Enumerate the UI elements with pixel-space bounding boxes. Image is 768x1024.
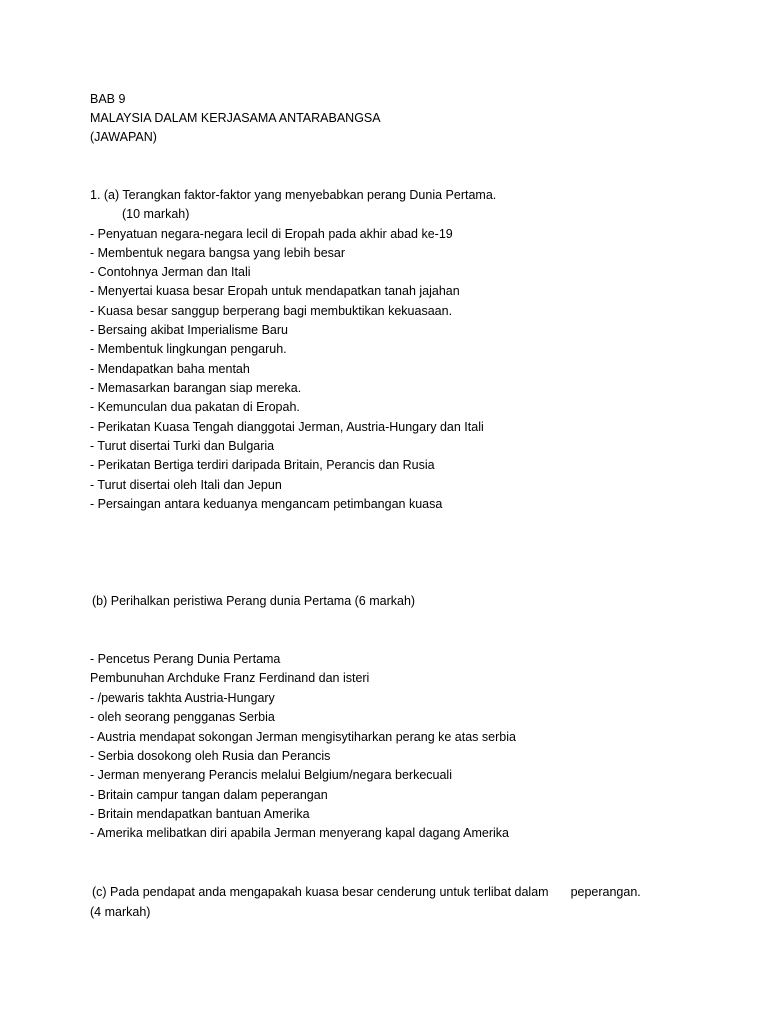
answer-item: - Jerman menyerang Perancis melalui Belgium/negara berkecuali — [90, 768, 452, 782]
answer-item: - Membentuk negara bangsa yang lebih besar — [90, 246, 346, 260]
answer-item: - Membentuk lingkungan pengaruh. — [90, 342, 287, 356]
question-1c — [92, 883, 641, 902]
answer-item: - Mendapatkan baha mentah — [90, 362, 250, 376]
answer-item: - Kuasa besar sanggup berperang bagi membuktikan kekuasaan. — [90, 304, 453, 318]
answer-item: - Penyatuan negara-negara lecil di Eropah pada akhir abad ke-19 — [90, 227, 453, 241]
answer-item: - Austria mendapat sokongan Jerman mengisytiharkan perang ke atas serbia — [90, 730, 516, 744]
chapter-subtitle: (JAWAPAN) — [90, 130, 157, 144]
question-1a: 1. (a) Terangkan faktor-faktor yang menyebabkan perang Dunia Pertama. — [90, 188, 497, 202]
answer-item: - Memasarkan barangan siap mereka. — [90, 381, 302, 395]
chapter-title: MALAYSIA DALAM KERJASAMA ANTARABANGSA — [90, 111, 381, 125]
answer-item: - Amerika melibatkan diri apabila Jerman menyerang kapal dagang Amerika — [90, 826, 509, 840]
answer-item: - Serbia dosokong oleh Rusia dan Perancis — [90, 749, 331, 763]
answer-item: Pembunuhan Archduke Franz Ferdinand dan isteri — [90, 671, 370, 685]
answer-item: - Britain mendapatkan bantuan Amerika — [90, 807, 310, 821]
answer-item: - Perikatan Bertiga terdiri daripada Britain, Perancis dan Rusia — [90, 458, 435, 472]
question-1a-marks: (10 markah) — [122, 207, 190, 221]
answer-item: - Contohnya Jerman dan Itali — [90, 265, 251, 279]
answer-item: - Turut disertai Turki dan Bulgaria — [90, 439, 275, 453]
question-1b: (b) Perihalkan peristiwa Perang dunia Pertama (6 markah) — [92, 594, 416, 608]
answer-item: - Pencetus Perang Dunia Pertama — [90, 652, 281, 666]
answer-item: - Turut disertai oleh Itali dan Jepun — [90, 478, 282, 492]
answer-item: - Persaingan antara keduanya mengancam petimbangan kuasa — [90, 497, 443, 511]
question-1c-part1: (c) Pada pendapat anda mengapakah kuasa besar cenderung untuk terlibat dalam — [92, 885, 549, 899]
answer-item: - Menyertai kuasa besar Eropah untuk mendapatkan tanah jajahan — [90, 284, 460, 298]
answer-item: - Kemunculan dua pakatan di Eropah. — [90, 400, 300, 414]
answer-item: - Perikatan Kuasa Tengah dianggotai Jerman, Austria-Hungary dan Itali — [90, 420, 484, 434]
question-1c-marks: (4 markah) — [90, 905, 151, 919]
answer-item: - Britain campur tangan dalam peperangan — [90, 788, 328, 802]
answer-item: - Bersaing akibat Imperialisme Baru — [90, 323, 288, 337]
answer-item: - oleh seorang pengganas Serbia — [90, 710, 275, 724]
answer-item: - /pewaris takhta Austria-Hungary — [90, 691, 275, 705]
chapter-label: BAB 9 — [90, 92, 126, 106]
question-1c-part2: peperangan. — [570, 885, 641, 899]
